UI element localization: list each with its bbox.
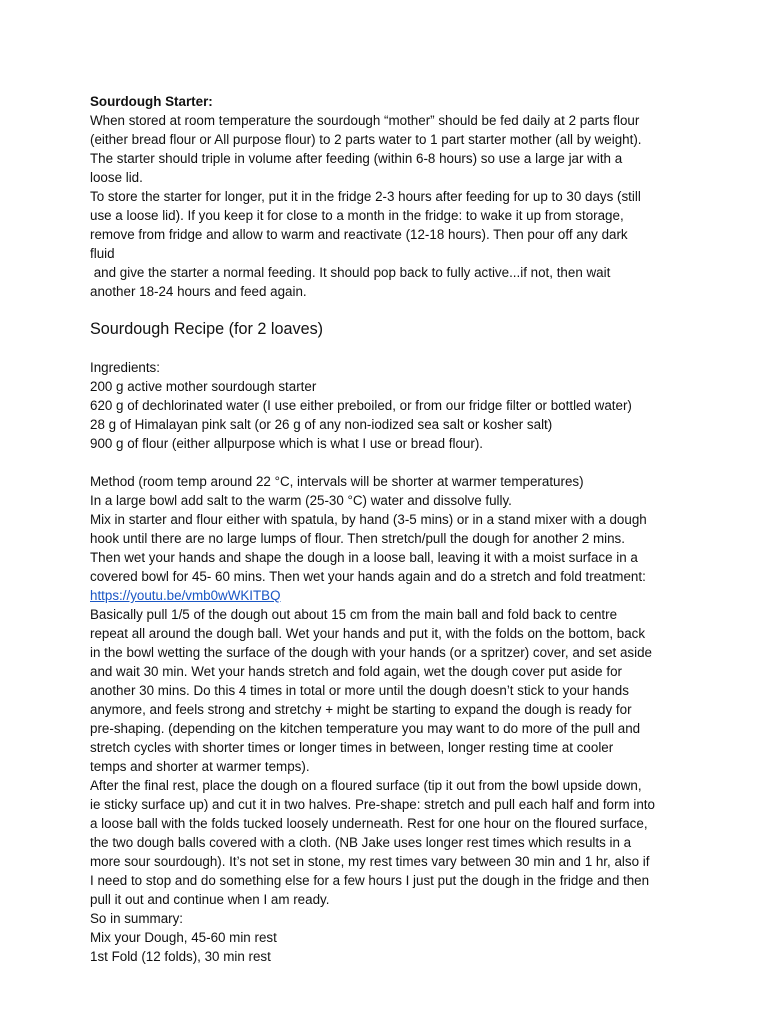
method-line: covered bowl for 45- 60 mins. Then wet your hands again and do a stretch and fold treatment: — [90, 569, 646, 584]
starter-line: To store the starter for longer, put it in the fridge 2-3 hours after feeding for up to 30 days (still — [90, 189, 641, 204]
method-line: and wait 30 min. Wet your hands stretch and fold again, wet the dough cover put aside for — [90, 664, 622, 679]
ingredient-item: 200 g active mother sourdough starter — [90, 379, 317, 394]
method-line: I need to stop and do something else for a few hours I just put the dough in the fridge and then — [90, 873, 650, 888]
ingredient-item: 28 g of Himalayan pink salt (or 26 g of any non-iodized sea salt or kosher salt) — [90, 417, 553, 432]
starter-line: (either bread flour or All purpose flour) to 2 parts water to 1 part starter mother (all by weight). — [90, 132, 642, 147]
starter-heading: Sourdough Starter: — [90, 94, 213, 109]
method-line: Mix in starter and flour either with spatula, by hand (3-5 mins) or in a stand mixer with a dough — [90, 512, 647, 527]
starter-line: and give the starter a normal feeding. It should pop back to fully active...if not, then wait — [90, 265, 611, 280]
method-line: temps and shorter at warmer temps). — [90, 759, 310, 774]
summary-heading: So in summary: — [90, 911, 184, 926]
method-line: repeat all around the dough ball. Wet your hands and put it, with the folds on the bottom, back — [90, 626, 646, 641]
recipe-heading: Sourdough Recipe (for 2 loaves) — [90, 320, 324, 338]
method-line: anymore, and feels strong and stretchy + might be starting to expand the dough is ready for — [90, 702, 632, 717]
ingredient-item: 900 g of flour (either allpurpose which is what I use or bread flour). — [90, 436, 483, 451]
method-line: In a large bowl add salt to the warm (25-30 °C) water and dissolve fully. — [90, 493, 512, 508]
method-line: more sour sourdough). It’s not set in stone, my rest times vary between 30 min and 1 hr, also if — [90, 854, 650, 869]
method-line: hook until there are no large lumps of flour. Then stretch/pull the dough for another 2 mins. — [90, 531, 625, 546]
starter-line: fluid — [90, 246, 115, 261]
ingredient-item: 620 g of dechlorinated water (I use either preboiled, or from our fridge filter or bottled water) — [90, 398, 632, 413]
starter-line: remove from fridge and allow to warm and reactivate (12-18 hours). Then pour off any dark — [90, 227, 628, 242]
starter-line: The starter should triple in volume after feeding (within 6-8 hours) so use a large jar with a — [90, 151, 623, 166]
video-link-line — [90, 586, 684, 605]
starter-line: another 18-24 hours and feed again. — [90, 284, 307, 299]
method-line: ie sticky surface up) and cut it in two halves. Pre-shape: stretch and pull each half and form into — [90, 797, 655, 812]
summary-item: Mix your Dough, 45-60 min rest — [90, 930, 277, 945]
method-line: After the final rest, place the dough on a floured surface (tip it out from the bowl upside down, — [90, 778, 642, 793]
paragraph-gap — [90, 453, 684, 472]
starter-line: loose lid. — [90, 170, 143, 185]
method-line: Basically pull 1/5 of the dough out about 15 cm from the main ball and fold back to centre — [90, 607, 618, 622]
document-page — [90, 92, 684, 966]
summary-item: 1st Fold (12 folds), 30 min rest — [90, 949, 271, 964]
method-line: stretch cycles with shorter times or longer times in between, longer resting time at cooler — [90, 740, 614, 755]
method-line: in the bowl wetting the surface of the dough with your hands (or a spritzer) cover, and set aside — [90, 645, 652, 660]
starter-line: When stored at room temperature the sourdough “mother” should be fed daily at 2 parts flour — [90, 113, 640, 128]
method-line: another 30 mins. Do this 4 times in total or more until the dough doesn’t stick to your hands — [90, 683, 629, 698]
method-line: pre-shaping. (depending on the kitchen temperature you may want to do more of the pull and — [90, 721, 641, 736]
ingredients-heading: Ingredients: — [90, 360, 160, 375]
method-line: the two dough balls covered with a cloth. (NB Jake uses longer rest times which results in a — [90, 835, 632, 850]
youtube-video-link[interactable]: https://youtu.be/vmb0wWKITBQ — [90, 588, 281, 603]
method-line: a loose ball with the folds tucked loosely underneath. Rest for one hour on the floured surface, — [90, 816, 648, 831]
method-line: Method (room temp around 22 °C, intervals will be shorter at warmer temperatures) — [90, 474, 584, 489]
method-line: Then wet your hands and shape the dough in a loose ball, leaving it with a moist surface in a — [90, 550, 638, 565]
method-line: pull it out and continue when I am ready. — [90, 892, 330, 907]
starter-line: use a loose lid). If you keep it for close to a month in the fridge: to wake it up from storage, — [90, 208, 624, 223]
